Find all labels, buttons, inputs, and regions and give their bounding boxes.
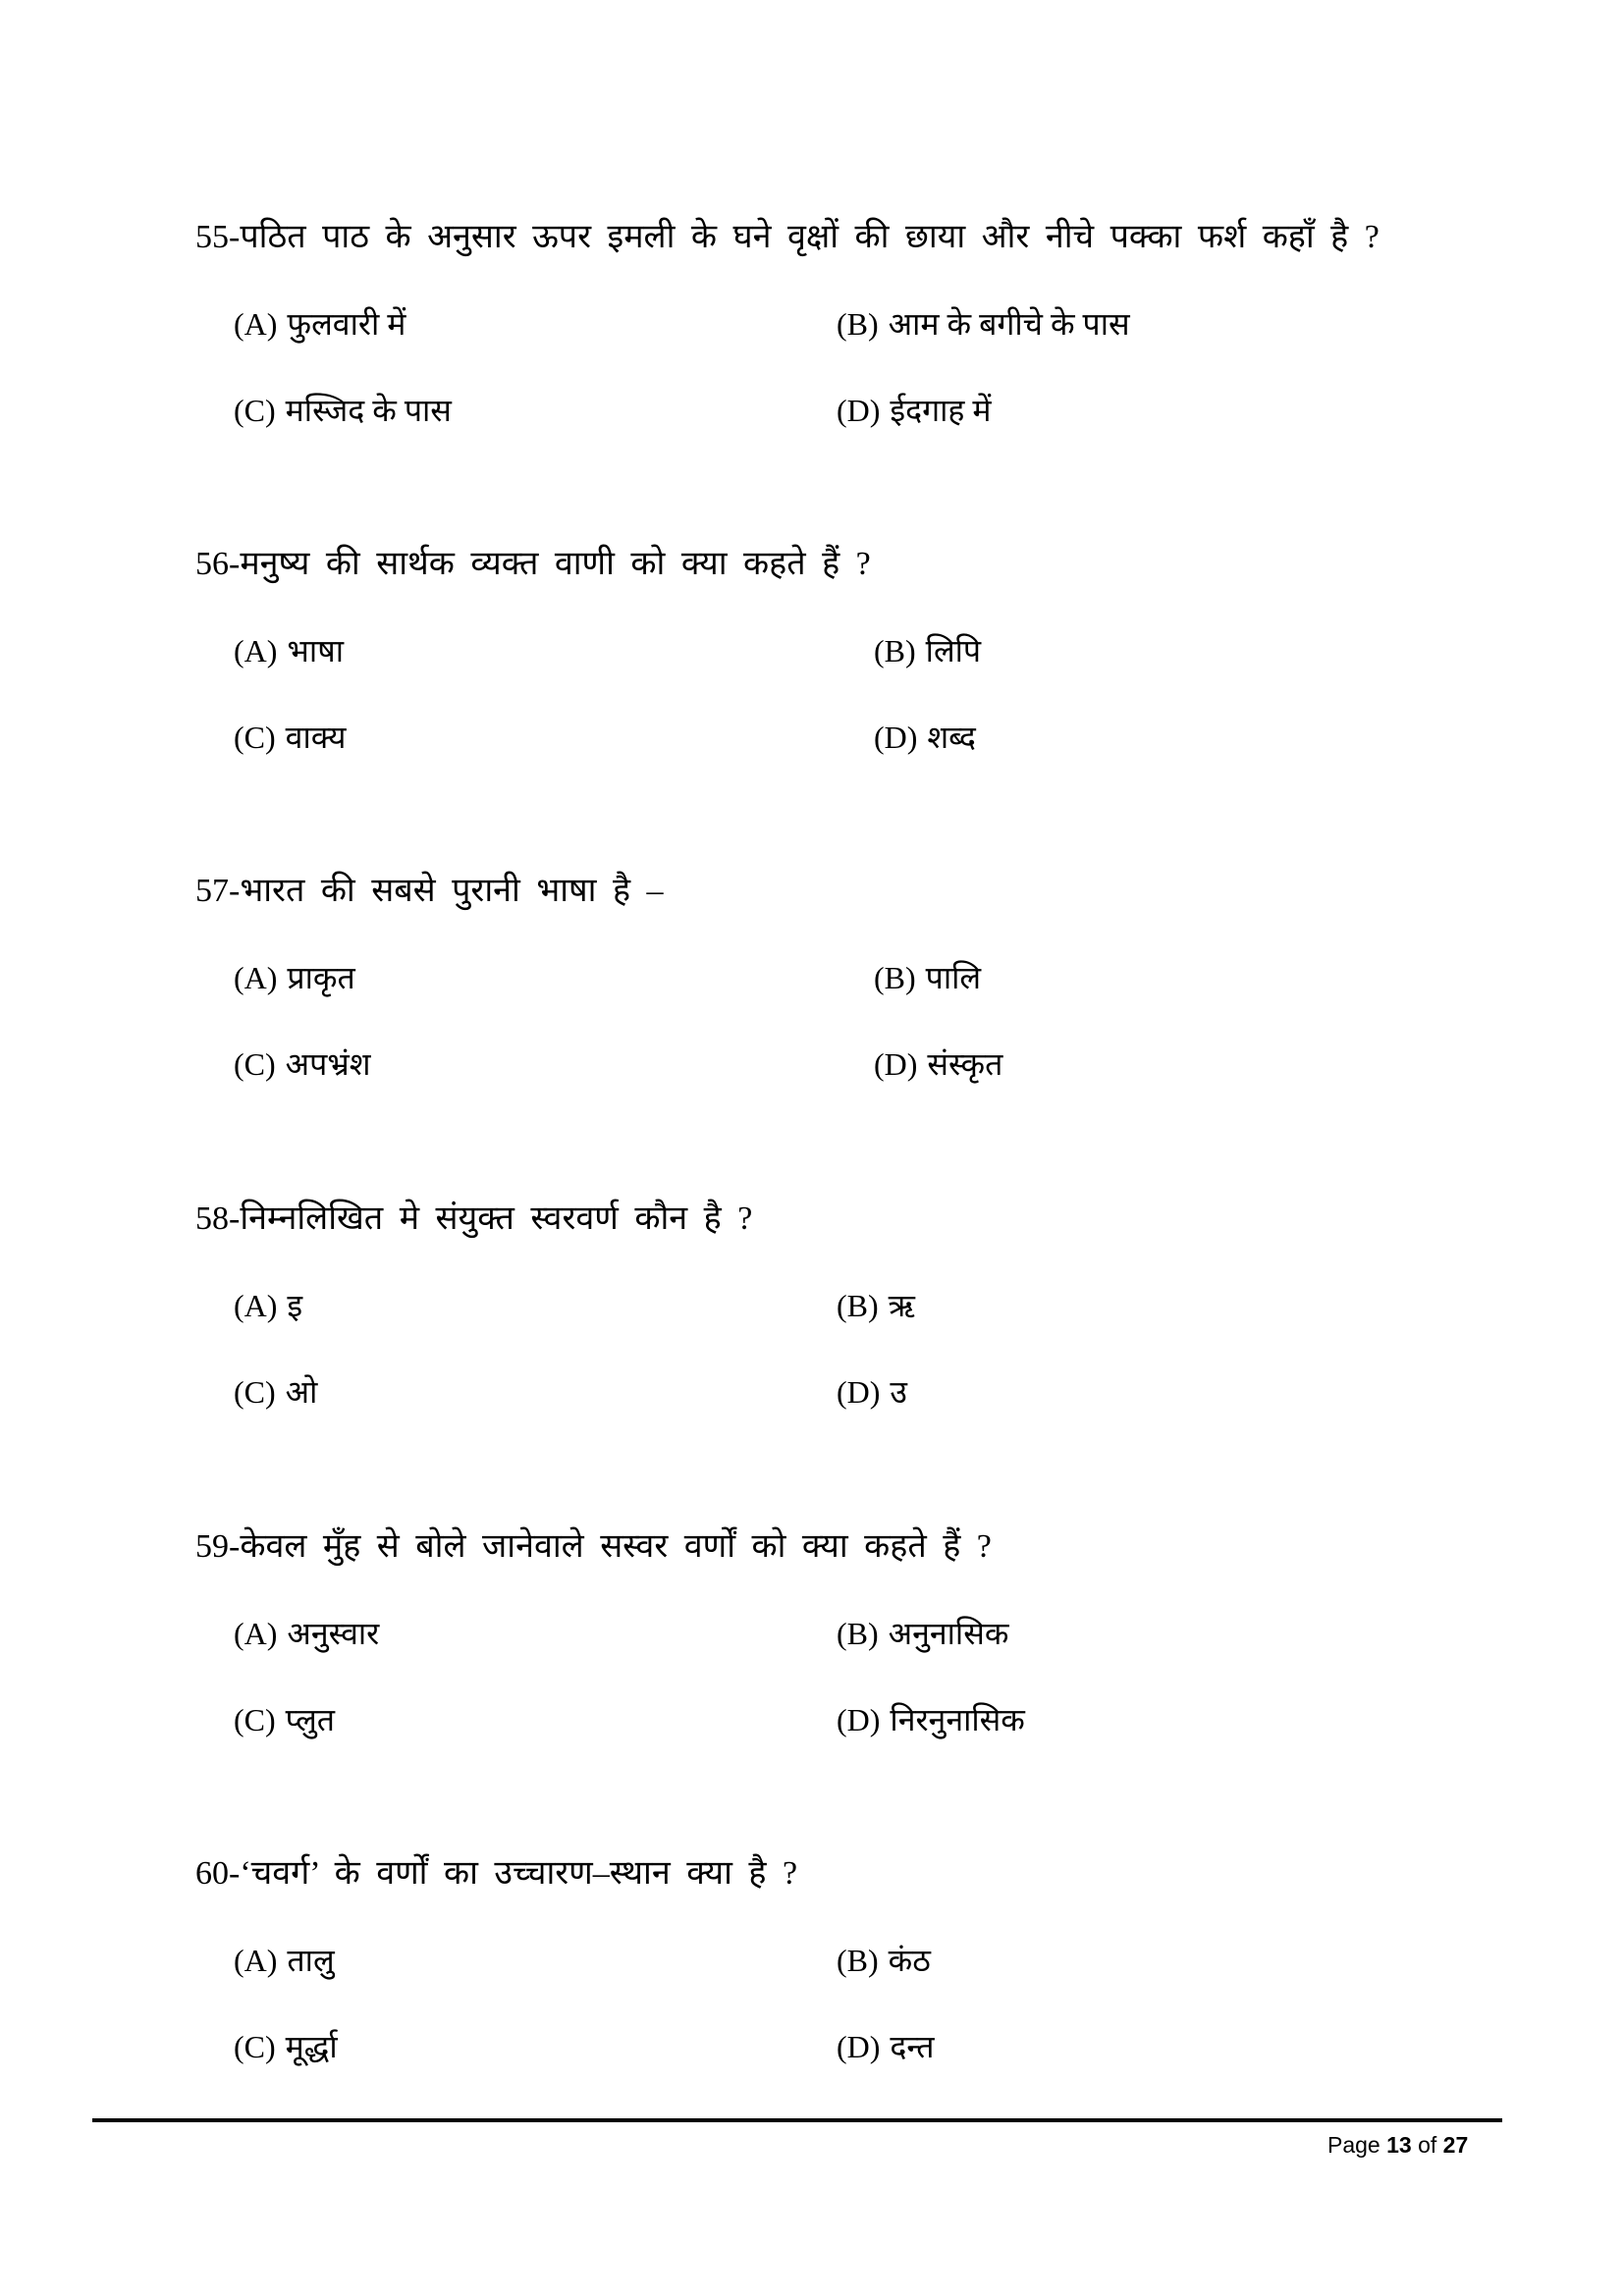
question-57 bbox=[0, 872, 1624, 1166]
option-label: (B) bbox=[837, 1943, 879, 1978]
of-word: of bbox=[1418, 2132, 1437, 2158]
page-number bbox=[1327, 2130, 1468, 2160]
option-label: (B) bbox=[837, 306, 879, 342]
option-label: (C) bbox=[234, 393, 276, 428]
total-pages: 27 bbox=[1442, 2132, 1469, 2158]
question-number: 56- bbox=[195, 546, 241, 582]
question-body: मनुष्य की सार्थक व्यक्त वाणी को क्या कहते हैं ? bbox=[240, 546, 871, 582]
option-label: (D) bbox=[837, 1374, 881, 1410]
option-b bbox=[837, 1614, 1008, 1653]
question-55 bbox=[0, 218, 1624, 512]
question-text bbox=[195, 545, 871, 584]
question-text bbox=[195, 872, 664, 911]
option-label: (C) bbox=[234, 1702, 276, 1737]
option-text: इ bbox=[287, 1288, 303, 1323]
option-b bbox=[874, 631, 981, 670]
option-b bbox=[837, 304, 1130, 344]
option-text: पालि bbox=[925, 960, 982, 995]
option-c bbox=[234, 1700, 335, 1739]
option-text: अनुनासिक bbox=[888, 1616, 1009, 1651]
option-d bbox=[837, 391, 992, 430]
option-label: (C) bbox=[234, 1046, 276, 1082]
option-text: प्लुत bbox=[285, 1702, 336, 1737]
option-label: (A) bbox=[234, 1616, 278, 1651]
option-text: अपभ्रंश bbox=[285, 1046, 371, 1082]
option-text: लिपि bbox=[925, 633, 982, 668]
option-text: संस्कृत bbox=[927, 1046, 1003, 1082]
option-label: (D) bbox=[874, 720, 918, 755]
question-body: पठित पाठ के अनुसार ऊपर इमली के घने वृक्षों की छाया और नीचे पक्का फर्श कहाँ है ? bbox=[240, 219, 1380, 255]
question-number: 57- bbox=[195, 873, 241, 909]
option-label: (D) bbox=[837, 1702, 881, 1737]
question-number: 58- bbox=[195, 1201, 241, 1237]
option-b bbox=[837, 1286, 915, 1325]
option-label: (B) bbox=[874, 633, 916, 668]
question-body: निम्नलिखित मे संयुक्त स्वरवर्ण कौन है ? bbox=[240, 1201, 753, 1237]
question-number: 59- bbox=[195, 1528, 241, 1565]
option-c bbox=[234, 391, 452, 430]
current-page: 13 bbox=[1386, 2132, 1412, 2158]
option-label: (A) bbox=[234, 306, 278, 342]
option-label: (D) bbox=[837, 2029, 881, 2064]
option-label: (B) bbox=[837, 1616, 879, 1651]
question-number: 55- bbox=[195, 219, 241, 255]
question-60 bbox=[0, 1854, 1624, 2149]
option-text: निरनुनासिक bbox=[890, 1702, 1025, 1737]
option-label: (A) bbox=[234, 960, 278, 995]
option-text: उ bbox=[890, 1374, 907, 1410]
option-c bbox=[234, 1044, 371, 1084]
option-text: मूर्द्धा bbox=[285, 2029, 338, 2064]
option-a bbox=[234, 1614, 379, 1653]
option-text: अनुस्वार bbox=[287, 1616, 380, 1651]
option-text: प्राकृत bbox=[287, 960, 355, 995]
option-a bbox=[234, 1941, 335, 1980]
option-text: फुलवारी में bbox=[287, 306, 406, 342]
question-text bbox=[195, 1527, 992, 1567]
option-c bbox=[234, 2027, 338, 2066]
option-text: तालु bbox=[287, 1943, 335, 1978]
option-d bbox=[837, 1372, 907, 1412]
option-text: वाक्य bbox=[285, 720, 347, 755]
option-d bbox=[874, 718, 976, 757]
option-label: (B) bbox=[874, 960, 916, 995]
option-text: ऋ bbox=[888, 1288, 915, 1323]
option-text: मस्जिद के पास bbox=[285, 393, 452, 428]
option-d bbox=[837, 2027, 935, 2066]
option-d bbox=[837, 1700, 1025, 1739]
option-label: (C) bbox=[234, 1374, 276, 1410]
option-label: (A) bbox=[234, 1288, 278, 1323]
option-a bbox=[234, 631, 344, 670]
question-body: केवल मुँह से बोले जानेवाले सस्वर वर्णों को क्या कहते हैं ? bbox=[240, 1528, 992, 1565]
option-text: ईदगाह में bbox=[890, 393, 992, 428]
option-label: (D) bbox=[874, 1046, 918, 1082]
page-word: Page bbox=[1327, 2132, 1380, 2158]
question-text bbox=[195, 218, 1380, 257]
footer-divider bbox=[92, 2118, 1502, 2122]
option-label: (C) bbox=[234, 2029, 276, 2064]
option-c bbox=[234, 1372, 317, 1412]
option-text: आम के बगीचे के पास bbox=[888, 306, 1130, 342]
option-label: (B) bbox=[837, 1288, 879, 1323]
option-a bbox=[234, 304, 406, 344]
option-b bbox=[837, 1941, 931, 1980]
question-body: भारत की सबसे पुरानी भाषा है – bbox=[240, 873, 664, 909]
option-a bbox=[234, 958, 355, 997]
option-text: कंठ bbox=[888, 1943, 931, 1978]
question-text bbox=[195, 1854, 797, 1894]
question-56 bbox=[0, 545, 1624, 839]
option-text: शब्द bbox=[927, 720, 976, 755]
question-text bbox=[195, 1200, 752, 1239]
question-number: 60- bbox=[195, 1855, 241, 1892]
option-b bbox=[874, 958, 981, 997]
question-58 bbox=[0, 1200, 1624, 1494]
option-label: (A) bbox=[234, 1943, 278, 1978]
option-text: दन्त bbox=[890, 2029, 935, 2064]
option-a bbox=[234, 1286, 302, 1325]
option-text: ओ bbox=[285, 1374, 318, 1410]
option-c bbox=[234, 718, 346, 757]
option-label: (D) bbox=[837, 393, 881, 428]
option-label: (A) bbox=[234, 633, 278, 668]
question-body: ‘चवर्ग’ के वर्णों का उच्चारण–स्थान क्या है ? bbox=[240, 1855, 798, 1892]
option-text: भाषा bbox=[287, 633, 344, 668]
option-label: (C) bbox=[234, 720, 276, 755]
option-d bbox=[874, 1044, 1002, 1084]
question-59 bbox=[0, 1527, 1624, 1822]
